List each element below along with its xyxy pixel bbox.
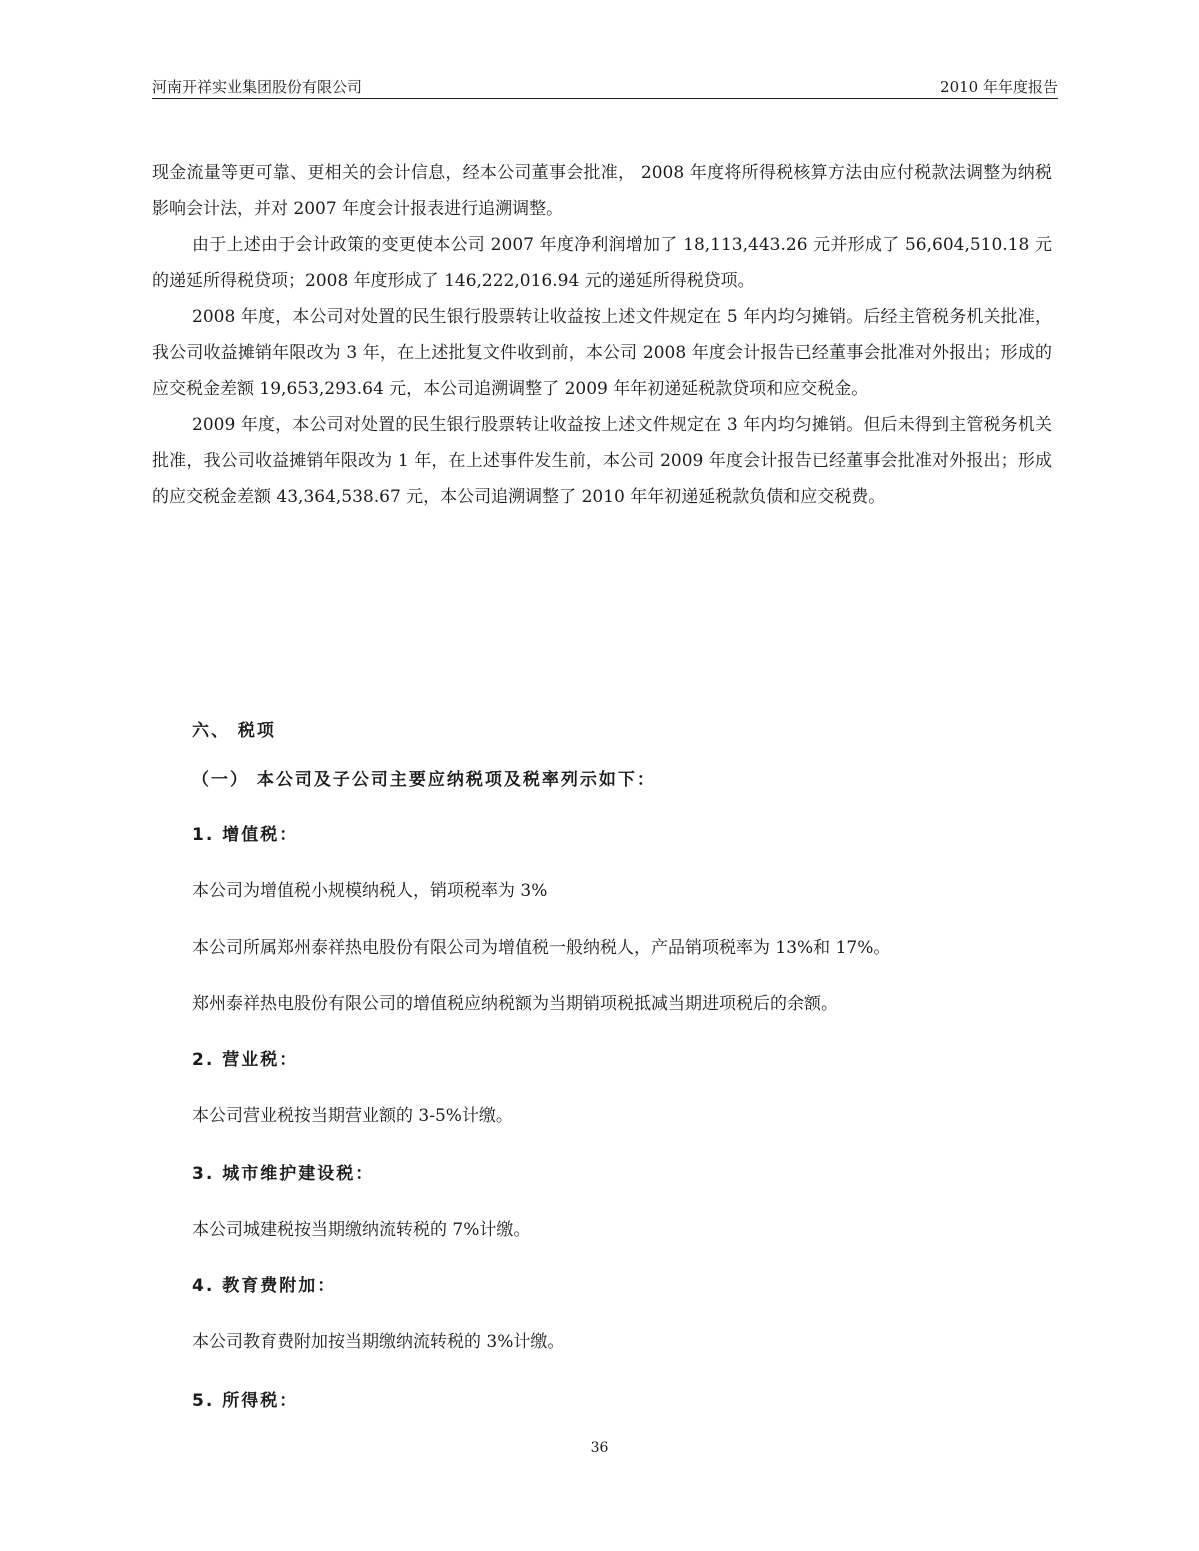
tax-section <box>152 0 1052 1551</box>
header-report-title: 2010 年年度报告 <box>940 78 1058 96</box>
education-surcharge-line: 本公司教育费附加按当期缴纳流转税的 3%计缴。 <box>192 1332 565 1352</box>
paragraph-2009: 2009 年度，本公司对处置的民生银行股票转让收益按上述文件规定在 3 年内均匀摊销。但后未得到主管税务机关批准，我公司收益摊销年限改为 1 年，在上述事件发生前，本公司 2009 年度会计报告已经董事会批准对外报出；形成的应交税金差额 43,364,538.67 元，本公司追溯调整了 2010 年年初递延税款负债和应交税费。 <box>152 415 1052 507</box>
urban-tax-heading: 3. 城市维护建设税： <box>192 1164 375 1184</box>
section-title: 六、 税项 <box>192 721 276 741</box>
vat-line-1: 本公司为增值税小规模纳税人，销项税率为 3% <box>192 881 548 901</box>
vat-line-3: 郑州泰祥热电股份有限公司的增值税应纳税额为当期销项税抵减当期进项税后的余额。 <box>192 994 838 1014</box>
subsection-title: （一） 本公司及子公司主要应纳税项及税率列示如下： <box>192 770 656 790</box>
vat-line-2: 本公司所属郑州泰祥热电股份有限公司为增值税一般纳税人，产品销项税率为 13%和 17%。 <box>192 938 891 958</box>
header-company-name: 河南开祥实业集团股份有限公司 <box>152 78 363 96</box>
business-tax-heading: 2. 营业税： <box>192 1050 299 1070</box>
page-number: 36 <box>590 1440 609 1456</box>
paragraph-continuation: 现金流量等更可靠、更相关的会计信息，经本公司董事会批准， 2008 年度将所得税核算方法由应付税款法调整为纳税影响会计法，并对 2007 年度会计报表进行追溯调整。 <box>152 163 1052 219</box>
business-tax-line: 本公司营业税按当期营业额的 3-5%计缴。 <box>192 1106 513 1126</box>
paragraph-policy-change: 由于上述由于会计政策的变更使本公司 2007 年度净利润增加了 18,113,443.26 元并形成了 56,604,510.18 元的递延所得税贷项；2008 年度形成了 146,222,016.94 元的递延所得税贷项。 <box>152 235 1052 291</box>
income-tax-heading: 5. 所得税： <box>192 1391 299 1411</box>
education-surcharge-heading: 4. 教育费附加： <box>192 1276 337 1296</box>
urban-tax-line: 本公司城建税按当期缴纳流转税的 7%计缴。 <box>192 1220 531 1240</box>
vat-heading: 1. 增值税： <box>192 825 299 845</box>
paragraph-2008: 2008 年度，本公司对处置的民生银行股票转让收益按上述文件规定在 5 年内均匀摊销。后经主管税务机关批准，我公司收益摊销年限改为 3 年，在上述批复文件收到前，本公司 2008 年度会计报告已经董事会批准对外报出；形成的应交税金差额 19,653,293.64 元，本公司追溯调整了 2009 年年初递延税款贷项和应交税金。 <box>152 307 1052 399</box>
